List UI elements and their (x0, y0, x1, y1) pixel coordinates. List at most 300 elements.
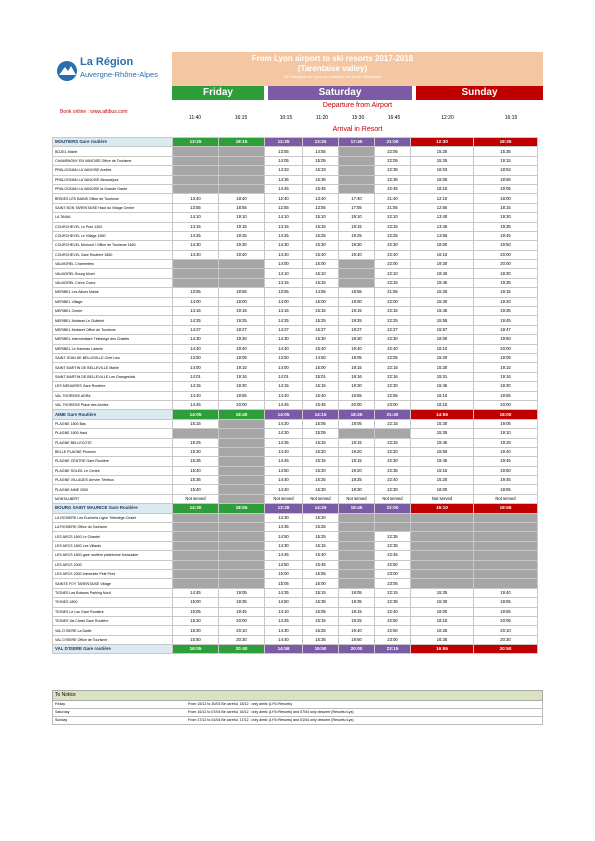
arrival-time-cell (173, 429, 219, 438)
arrival-time-cell: 14:30 (173, 504, 219, 513)
arrival-time-cell: 14:00 (265, 363, 303, 372)
arrival-time-cell (173, 269, 219, 278)
arrival-time-cell: 19:10 (474, 429, 538, 438)
arrival-time-cell: 15:50 (303, 645, 339, 654)
arrival-time-cell: 20:00 (474, 250, 538, 259)
arrival-time-cell: 15:30 (411, 297, 474, 306)
arrival-time-cell: 15:25 (173, 438, 219, 447)
arrival-time-cell: 22:10 (375, 269, 411, 278)
stop-name: VALMOREL Crève Coeur (53, 278, 173, 287)
arrival-time-cell: 14:58 (265, 645, 303, 654)
arrival-time-cell: 14:35 (265, 523, 303, 532)
arrival-time-cell: 14:30 (173, 241, 219, 250)
stop-name: LES ARCS 2000 (53, 560, 173, 569)
arrival-time-cell: 22:30 (375, 382, 411, 391)
arrival-time-cell: 13:55 (173, 203, 219, 212)
arrival-time-cell: 16:00 (411, 241, 474, 250)
arrival-time-cell: 14:10 (173, 213, 219, 222)
arrival-time-cell: 14:50 (265, 560, 303, 569)
arrival-time-cell: 20:10 (219, 626, 265, 635)
arrival-time-cell: 14:10 (265, 607, 303, 616)
arrival-time-cell: 19:45 (474, 231, 538, 240)
arrival-time-cell: 19:55 (474, 607, 538, 616)
arrival-time-cell: 15:35 (411, 429, 474, 438)
stop-name: LES ARCS 1800 Les Villards (53, 541, 173, 550)
notice-day: Sunday (55, 718, 68, 722)
arrival-time-cell: 19:40 (411, 269, 474, 278)
arrival-time-cell: 22:00 (375, 297, 411, 306)
arrival-time-cell: 19:35 (474, 307, 538, 316)
table-row (53, 494, 538, 503)
arrival-time-cell: 16:15 (411, 184, 474, 193)
arrival-time-cell (411, 569, 474, 578)
stop-name: PLAGNE 1800 Bas (53, 419, 173, 428)
arrival-time-cell: 19:15 (339, 222, 375, 231)
table-row (53, 391, 538, 400)
arrival-time-cell: 14:30 (265, 541, 303, 550)
arrival-time-cell: 22:40 (375, 250, 411, 259)
stop-name: COURCHEVEL Le Village 1550 (53, 231, 173, 240)
arrival-time-cell: 23:15 (375, 645, 411, 654)
arrival-time-cell: Not served (474, 494, 538, 503)
logo-name: La Région (80, 56, 134, 68)
arrival-time-cell: 14:50 (265, 598, 303, 607)
arrival-time-cell: 19:10 (219, 213, 265, 222)
arrival-time-cell: 19:45 (219, 607, 265, 616)
day-header-friday: Friday (172, 86, 264, 100)
stop-name: COURCHEVEL Gare Routière 1850 (53, 250, 173, 259)
stop-name: PLAGNE CENTRE Gare Routière (53, 457, 173, 466)
table-row (53, 457, 538, 466)
arrival-time-cell: 15:35 (474, 147, 538, 156)
arrival-time-cell: 22:50 (375, 626, 411, 635)
booking-link[interactable]: Book online : www.altibus.com (60, 109, 128, 115)
table-row (53, 175, 538, 184)
arrival-time-cell: 22:15 (375, 307, 411, 316)
stop-name: MERIBEL Intermédiaire Télésiège des Chalets (53, 335, 173, 344)
stop-name: VAL THORENS Place des Arolles (53, 400, 173, 409)
arrival-time-cell: 14:00 (265, 297, 303, 306)
arrival-time-cell: 19:05 (339, 353, 375, 362)
arrival-time-cell: 19:00 (339, 297, 375, 306)
arrival-time-cell: 13:40 (411, 213, 474, 222)
arrival-time-cell: 20:00 (219, 616, 265, 625)
stop-name: COURCHEVEL Moriond / Office de Tourisme 1650 (53, 241, 173, 250)
arrival-time-cell: 14:20 (265, 419, 303, 428)
table-row (53, 335, 538, 344)
arrival-time-cell: 15:15 (303, 457, 339, 466)
table-row (53, 588, 538, 597)
arrival-time-cell: 22:15 (375, 222, 411, 231)
arrival-time-cell (219, 551, 265, 560)
arrival-time-cell: 15:33 (303, 166, 339, 175)
arrival-time-cell: 15:45 (411, 278, 474, 287)
arrival-time-cell (173, 569, 219, 578)
arrival-time-cell (339, 569, 375, 578)
arrival-time-cell: 18:40 (219, 410, 265, 419)
arrival-time-cell: 15:00 (173, 598, 219, 607)
arrival-time-cell: 15:35 (303, 598, 339, 607)
arrival-time-cell (375, 523, 411, 532)
arrival-time-cell: 19:15 (219, 222, 265, 231)
arrival-time-cell: 16:15 (411, 616, 474, 625)
arrival-time-cell: 12:40 (265, 194, 303, 203)
arrival-time-cell: 22:25 (375, 316, 411, 325)
arrival-time-cell: 15:40 (303, 250, 339, 259)
arrival-time-cell (219, 419, 265, 428)
table-row (53, 353, 538, 362)
arrival-time-cell: 16:00 (411, 335, 474, 344)
stop-name: SAINT BON TARENTAISE Haut du Village Centre (53, 203, 173, 212)
arrival-time-cell: 15:50 (173, 635, 219, 644)
table-row (53, 598, 538, 607)
arrival-time-cell: 19:30 (411, 260, 474, 269)
arrival-time-cell: 14:01 (265, 372, 303, 381)
arrival-time-cell (411, 541, 474, 550)
arrival-time-cell: 20:00 (219, 400, 265, 409)
arrival-time-cell: 19:27 (219, 325, 265, 334)
notice-day: Saturday (55, 710, 70, 714)
arrival-time-cell: 16:55 (411, 645, 474, 654)
table-row (53, 166, 538, 175)
arrival-time-cell: 19:05 (219, 588, 265, 597)
stop-name: LES ARCS 1600 Le Chantel (53, 532, 173, 541)
arrival-time-cell (219, 466, 265, 475)
arrival-time-cell: 14:55 (411, 410, 474, 419)
arrival-time-cell: 18:55 (474, 504, 538, 513)
notice-box (52, 690, 543, 725)
arrival-time-cell: 14:30 (265, 241, 303, 250)
arrival-time-cell: 22:35 (375, 541, 411, 550)
arrival-time-cell: 22:00 (375, 260, 411, 269)
arrival-time-cell (411, 560, 474, 569)
arrival-time-cell: 19:15 (474, 363, 538, 372)
arrival-time-cell: 18:15 (219, 138, 265, 147)
stop-name: SAINT MARTIN DE BELLEVILLE Mairie (53, 363, 173, 372)
arrival-time-cell: 22:05 (375, 353, 411, 362)
table-row (53, 363, 538, 372)
arrival-time-cell: 12:55 (265, 203, 303, 212)
arrival-time-cell: 14:10 (265, 213, 303, 222)
departure-time: 11:40 (188, 115, 202, 121)
table-row (53, 147, 538, 156)
timetable (52, 137, 538, 654)
arrival-time-cell (474, 541, 538, 550)
arrival-time-cell: 14:00 (173, 297, 219, 306)
arrival-time-cell: 20:00 (339, 400, 375, 409)
arrival-time-cell: 15:50 (411, 447, 474, 456)
arrival-time-cell: 22:15 (375, 588, 411, 597)
table-row (53, 231, 538, 240)
arrival-time-cell: 15:25 (303, 532, 339, 541)
arrival-time-cell: 20:40 (219, 645, 265, 654)
arrival-time-cell (219, 579, 265, 588)
arrival-time-cell: 14:15 (265, 307, 303, 316)
arrival-time-cell: 15:10 (411, 504, 474, 513)
stop-name: MERIBEL Centre (53, 307, 173, 316)
stop-name: VAL D'ISERE Office de Tourisme (53, 635, 173, 644)
arrival-time-cell: 14:15 (265, 382, 303, 391)
arrival-time-cell: 23:00 (375, 569, 411, 578)
table-row (53, 241, 538, 250)
arrival-time-cell: 14:36 (265, 175, 303, 184)
arrival-time-cell: 14:40 (265, 344, 303, 353)
departure-time: 16:15 (504, 115, 518, 121)
arrival-time-cell (173, 260, 219, 269)
arrival-time-cell: 15:25 (303, 476, 339, 485)
arrival-time-cell: 19:35 (474, 222, 538, 231)
arrival-time-cell: 14:15 (173, 222, 219, 231)
arrival-time-cell: 18:55 (339, 288, 375, 297)
stop-name: TIGNES Val Claret Gare Routière (53, 616, 173, 625)
arrival-time-cell: 15:15 (303, 307, 339, 316)
timetable-hub-row (53, 410, 538, 419)
departure-time: 11:20 (315, 115, 329, 121)
region-logo (52, 52, 172, 97)
arrival-time-cell: 14:45 (173, 400, 219, 409)
arrival-time-cell: 14:40 (265, 391, 303, 400)
arrival-time-cell (375, 429, 411, 438)
arrival-time-cell: 14:45 (265, 400, 303, 409)
arrival-time-cell: 22:20 (375, 447, 411, 456)
arrival-time-cell: 13:40 (303, 194, 339, 203)
arrival-time-cell: 22:15 (375, 363, 411, 372)
table-row (53, 438, 538, 447)
notice-title: To Notice (52, 690, 543, 701)
arrival-time-cell: 15:55 (411, 316, 474, 325)
arrival-time-cell: 15:30 (173, 447, 219, 456)
arrival-time-cell (339, 269, 375, 278)
arrival-time-cell (173, 184, 219, 193)
arrival-time-cell: 19:35 (219, 598, 265, 607)
arrival-time-cell: 15:05 (303, 607, 339, 616)
arrival-time-cell: 15:35 (173, 457, 219, 466)
arrival-time-cell: 19:40 (474, 447, 538, 456)
arrival-time-cell: 13:25 (303, 138, 339, 147)
arrival-time-cell: 18:45 (339, 504, 375, 513)
arrival-time-cell: 15:00 (303, 297, 339, 306)
arrival-time-cell: 21:40 (375, 410, 411, 419)
arrival-time-cell: 13:38 (265, 504, 303, 513)
arrival-time-cell: 19:30 (219, 382, 265, 391)
arrival-time-cell: 19:15 (339, 307, 375, 316)
arrival-time-cell: 15:40 (173, 485, 219, 494)
arrival-time-cell: 14:05 (173, 410, 219, 419)
arrival-time-cell: 19:30 (219, 335, 265, 344)
arrival-time-cell: 14:30 (173, 335, 219, 344)
arrival-time-cell: 18:55 (219, 288, 265, 297)
arrival-time-cell (219, 260, 265, 269)
arrival-time-cell: Not served (173, 494, 219, 503)
arrival-time-cell: 22:30 (375, 485, 411, 494)
arrival-time-cell: 14:45 (173, 588, 219, 597)
arrival-time-cell (339, 184, 375, 193)
arrival-time-cell: 15:25 (303, 231, 339, 240)
arrival-time-cell: 22:35 (375, 598, 411, 607)
arrival-time-cell: 16:25 (411, 626, 474, 635)
arrival-time-cell: 15:15 (411, 466, 474, 475)
arrival-time-cell: 16:15 (411, 400, 474, 409)
arrival-time-cell: 15:15 (303, 588, 339, 597)
arrival-time-cell (173, 513, 219, 522)
arrival-time-cell: 20:00 (474, 344, 538, 353)
arrival-time-cell: 15:15 (173, 419, 219, 428)
arrival-time-cell: 14:25 (303, 504, 339, 513)
arrival-time-cell: 22:05 (375, 156, 411, 165)
stop-name: LES MENUIRES Gare Routière (53, 382, 173, 391)
table-row (53, 400, 538, 409)
table-row (53, 288, 538, 297)
arrival-time-cell: 15:05 (173, 607, 219, 616)
arrival-time-cell (219, 447, 265, 456)
arrival-time-cell: 14:45 (265, 551, 303, 560)
arrival-time-cell: 18:00 (474, 194, 538, 203)
arrival-time-cell: 22:50 (375, 560, 411, 569)
arrival-time-cell: 15:27 (303, 325, 339, 334)
arrival-time-cell: 19:40 (219, 344, 265, 353)
arrival-time-cell: 18:40 (219, 194, 265, 203)
arrival-time-cell (173, 579, 219, 588)
table-row (53, 541, 538, 550)
arrival-time-cell: 14:30 (265, 626, 303, 635)
arrival-time-cell: 14:45 (265, 457, 303, 466)
arrival-time-cell (173, 166, 219, 175)
arrival-time-cell: 19:35 (339, 598, 375, 607)
arrival-time-cell: 15:35 (173, 476, 219, 485)
arrival-time-cell: 19:30 (474, 213, 538, 222)
table-row (53, 551, 538, 560)
arrival-time-cell: 19:50 (474, 335, 538, 344)
arrival-time-cell: 19:10 (339, 213, 375, 222)
arrival-time-cell: 13:25 (173, 138, 219, 147)
table-row (53, 382, 538, 391)
title-line-1: From Lyon airport to ski resorts 2017-2018 (251, 54, 414, 63)
arrival-time-cell: 19:05 (474, 184, 538, 193)
table-row (53, 579, 538, 588)
arrival-time-cell (173, 147, 219, 156)
arrival-time-cell: 17:40 (339, 194, 375, 203)
arrival-time-cell: 15:05 (303, 419, 339, 428)
arrival-time-cell: 19:30 (219, 241, 265, 250)
arrival-time-cell: 19:20 (339, 447, 375, 456)
table-row (53, 560, 538, 569)
notice-row (52, 717, 543, 725)
arrival-time-cell: 22:45 (375, 184, 411, 193)
arrival-time-cell (411, 532, 474, 541)
arrival-time-cell: 14:25 (265, 231, 303, 240)
arrival-time-cell: 14:40 (173, 344, 219, 353)
arrival-time-cell (339, 579, 375, 588)
table-row (53, 485, 538, 494)
table-row (53, 626, 538, 635)
arrival-time-cell: 19:15 (219, 363, 265, 372)
timetable-hub-row (53, 138, 538, 147)
arrival-time-cell: 15:15 (303, 616, 339, 625)
arrival-time-cell: 15:35 (303, 635, 339, 644)
arrival-time-cell: 15:40 (303, 391, 339, 400)
departure-time: 16:45 (387, 115, 401, 121)
arrival-time-cell: 19:25 (339, 231, 375, 240)
arrival-time-cell: 14:40 (173, 391, 219, 400)
stop-name: CHAMPAGNY EN VANOISE Office de Tourisme (53, 156, 173, 165)
arrival-time-cell: 15:25 (411, 156, 474, 165)
arrival-time-cell (474, 551, 538, 560)
departure-time: 15:30 (351, 115, 365, 121)
arrival-time-cell: 13:50 (173, 353, 219, 362)
arrival-time-cell (474, 532, 538, 541)
arrival-time-cell: 14:33 (265, 166, 303, 175)
arrival-time-cell: 15:01 (303, 372, 339, 381)
arrival-time-cell: 22:40 (375, 476, 411, 485)
arrival-time-cell: 22:35 (375, 466, 411, 475)
arrival-time-cell: 19:25 (474, 438, 538, 447)
arrival-time-cell: 12:10 (411, 194, 474, 203)
arrival-time-cell (219, 494, 265, 503)
arrival-time-cell: 22:45 (375, 551, 411, 560)
stop-name: MERIBEL Le Hameau Laiterie (53, 344, 173, 353)
arrival-time-cell: 19:05 (474, 419, 538, 428)
arrival-time-cell: 19:35 (474, 278, 538, 287)
arrival-time-cell: 19:25 (219, 231, 265, 240)
arrival-time-cell: 16:00 (411, 607, 474, 616)
arrival-time-cell: 21:55 (375, 203, 411, 212)
arrival-time-cell (219, 429, 265, 438)
arrival-time-cell: 14:55 (303, 288, 339, 297)
arrival-time-cell: 14:10 (265, 269, 303, 278)
arrival-time-cell: 20:05 (474, 616, 538, 625)
arrival-time-cell: 18:25 (339, 410, 375, 419)
arrival-time-cell: 20:00 (474, 400, 538, 409)
arrival-time-cell (173, 551, 219, 560)
arrival-time-cell: 15:15 (303, 438, 339, 447)
arrival-time-cell: 19:40 (339, 250, 375, 259)
arrival-time-cell: 15:31 (411, 372, 474, 381)
arrival-time-cell: 22:25 (375, 231, 411, 240)
arrival-time-cell: 19:30 (339, 485, 375, 494)
table-row (53, 325, 538, 334)
arrival-time-cell (219, 485, 265, 494)
arrival-time-cell: 15:45 (411, 438, 474, 447)
title-line-2: (Tarentaise valley) (297, 64, 368, 73)
table-row (53, 466, 538, 475)
arrival-time-cell: 19:40 (219, 250, 265, 259)
day-header-saturday: Saturday (268, 86, 412, 100)
arrival-time-cell: 15:25 (303, 626, 339, 635)
stop-name: TIGNES Les Boisses Parking Nord (53, 588, 173, 597)
stop-name: SAINT MARTIN DE BELLEVILLE Les Granges/ski (53, 372, 173, 381)
arrival-time-cell: 19:15 (339, 438, 375, 447)
stop-name: VALMOREL Charmettes (53, 260, 173, 269)
notice-row (52, 709, 543, 717)
arrival-time-cell: 15:00 (303, 363, 339, 372)
title-banner-right (493, 52, 543, 86)
arrival-time-cell: 19:45 (474, 476, 538, 485)
arrival-time-cell: 15:30 (173, 626, 219, 635)
arrival-time-cell: 15:15 (303, 382, 339, 391)
arrival-time-cell: 15:00 (303, 260, 339, 269)
timetable-hub-row (53, 504, 538, 513)
arrival-time-cell: 14:00 (173, 363, 219, 372)
arrival-time-cell: Not served (339, 494, 375, 503)
arrival-time-cell: 19:25 (339, 616, 375, 625)
table-row (53, 607, 538, 616)
arrival-time-cell: 21:00 (375, 138, 411, 147)
arrival-time-cell: 20:50 (474, 645, 538, 654)
arrival-time-cell: 19:47 (474, 325, 538, 334)
arrival-time-cell: Not served (411, 494, 474, 503)
arrival-time-cell: 15:45 (411, 457, 474, 466)
arrival-time-cell: 19:20 (339, 466, 375, 475)
